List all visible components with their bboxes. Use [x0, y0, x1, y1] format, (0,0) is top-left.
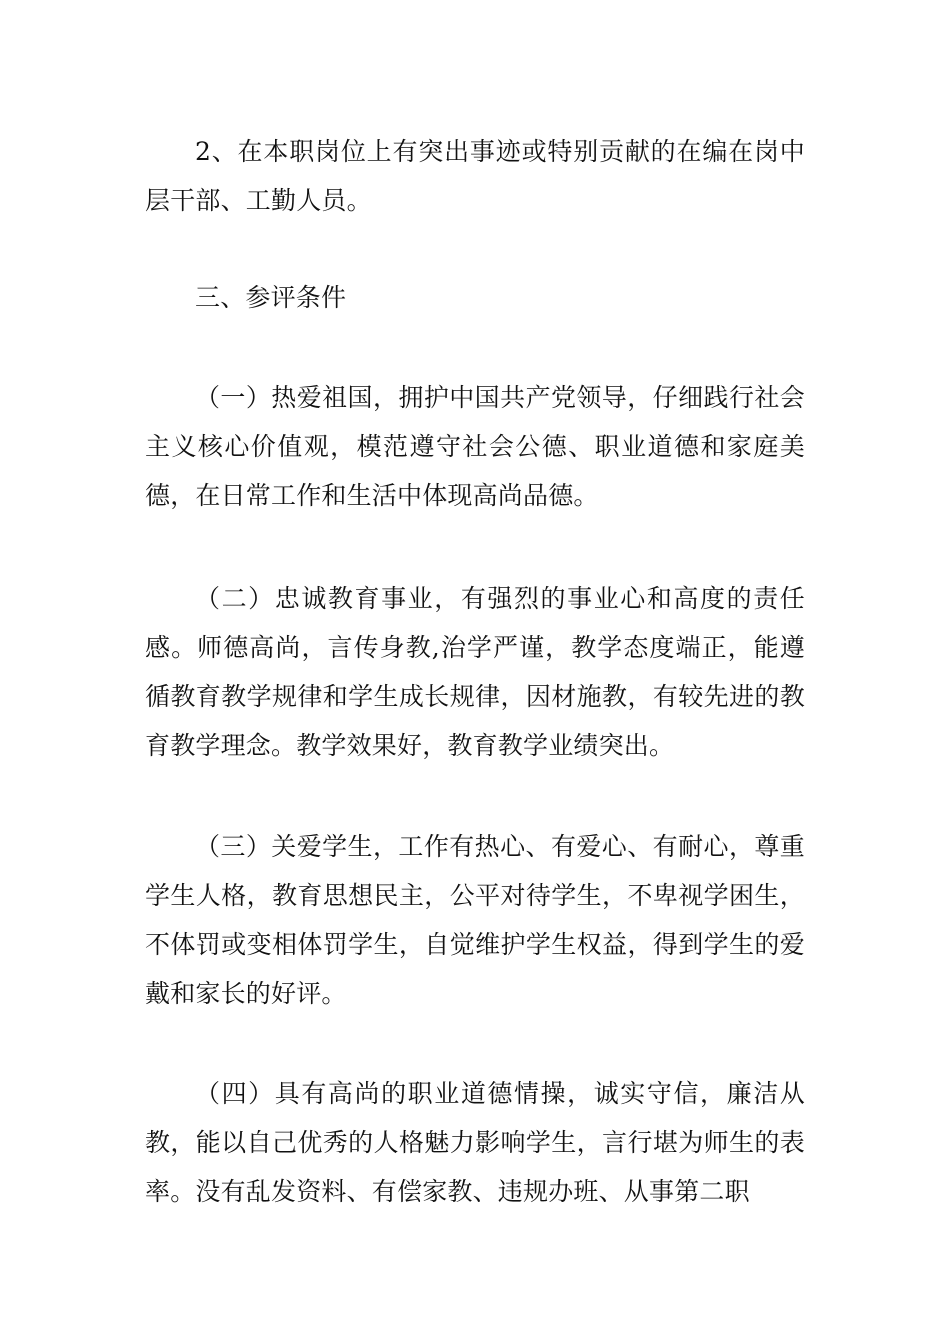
paragraph-criterion-2: （二）忠诚教育事业，有强烈的事业心和高度的责任感。师德高尚，言传身教,治学严谨，教学态度端正，能遵循教育教学规律和学生成长规律，因材施教，有较先进的教育教学理念。教学效果好，教育教学业绩突出。 [145, 584, 805, 760]
paragraph-criterion-4: （四）具有高尚的职业道德情操，诚实守信，廉洁从教，能以自己优秀的人格魅力影响学生，言行堪为师生的表率。没有乱发资料、有偿家教、违规办班、从事第二职 [145, 1079, 805, 1206]
paragraph-criterion-1: （一）热爱祖国，拥护中国共产党领导，仔细践行社会主义核心价值观，模范遵守社会公德、职业道德和家庭美德，在日常工作和生活中体现高尚品德。 [145, 383, 805, 510]
paragraph-criterion-3: （三）关爱学生，工作有热心、有爱心、有耐心，尊重学生人格，教育思想民主，公平对待学生，不卑视学困生，不体罚或变相体罚学生，自觉维护学生权益，得到学生的爱戴和家长的好评。 [145, 832, 805, 1008]
section-heading-criteria: 三、参评条件 [195, 283, 347, 312]
paragraph-item-2: 2、在本职岗位上有突出事迹或特别贡献的在编在岗中层干部、工勤人员。 [145, 137, 805, 215]
